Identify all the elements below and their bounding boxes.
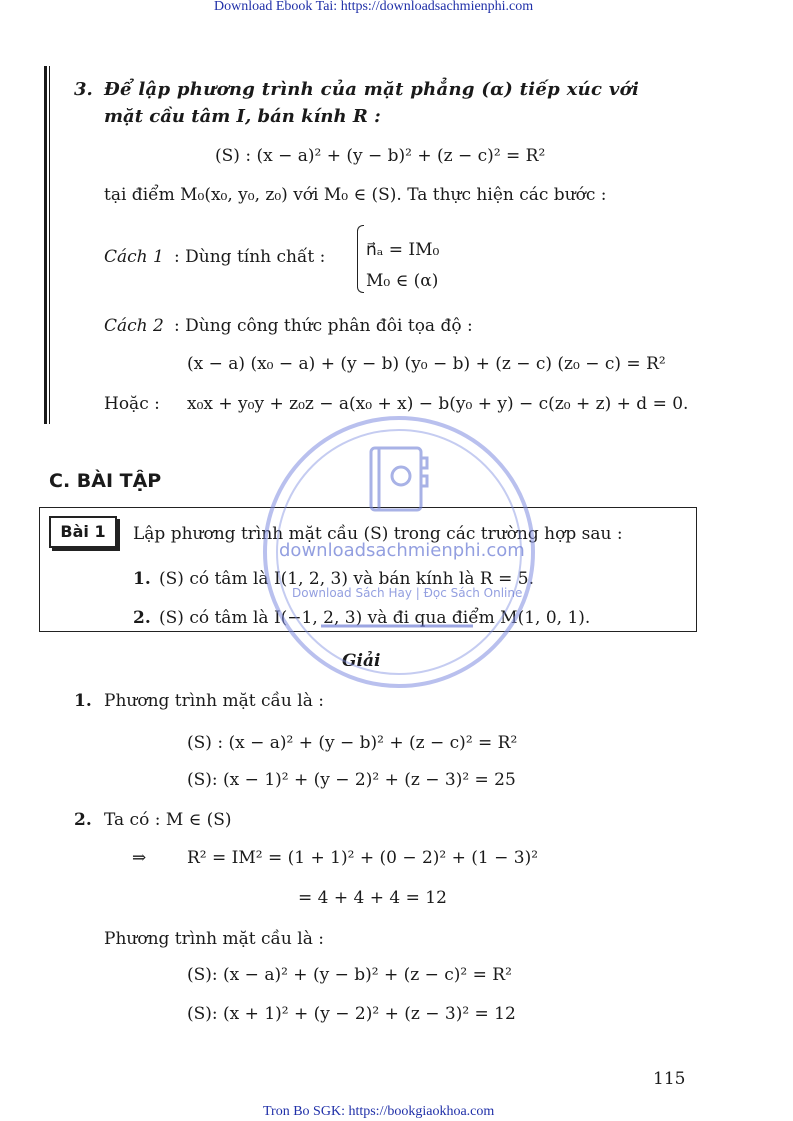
solution-part2-text: Ta có : M ∈ (S) <box>104 810 232 830</box>
exercise-item2: (S) có tâm là I(−1, 2, 3) và đi qua điểm M(1, 0, 1). <box>159 608 591 628</box>
solution-part2-text2: Phương trình mặt cầu là : <box>104 929 324 949</box>
or-label: Hoặc : <box>104 394 160 414</box>
method1-label: Cách 1 <box>104 247 164 267</box>
solution-part2-eq3: (S): (x − a)² + (y − b)² + (z − c)² = R² <box>187 965 512 985</box>
section3-title-line2: mặt cầu tâm I, bán kính R : <box>104 106 381 127</box>
exercise-item1-number: 1. <box>133 569 151 589</box>
page-footer-link[interactable]: Tron Bo SGK: https://bookgiaokhoa.com <box>263 1104 495 1119</box>
method1-condition-1: n⃗ₐ = IM₀ <box>366 240 440 260</box>
page-number: 115 <box>653 1069 686 1089</box>
solution-part1-eq1: (S) : (x − a)² + (y − b)² + (z − c)² = R² <box>187 733 518 753</box>
section3-point-text: tại điểm M₀(x₀, y₀, z₀) với M₀ ∈ (S). Ta thực hiện các bước : <box>104 185 607 205</box>
exercise-item1: (S) có tâm là I(1, 2, 3) và bán kính là R = 5. <box>159 569 534 589</box>
solution-title: Giải <box>342 651 381 671</box>
exercise-badge: Bài 1 <box>49 516 117 548</box>
method2-label: Cách 2 <box>104 316 164 336</box>
exercise-prompt: Lập phương trình mặt cầu (S) trong các trường hợp sau : <box>133 524 623 544</box>
solution-part1-text: Phương trình mặt cầu là : <box>104 691 324 711</box>
solution-part1-number: 1. <box>74 691 92 711</box>
section3-number: 3. <box>74 79 93 100</box>
page-header-link[interactable]: Download Ebook Tai: https://downloadsachmienphi.com <box>214 0 534 14</box>
method2-equation: (x − a) (x₀ − a) + (y − b) (y₀ − b) + (z − c) (z₀ − c) = R² <box>187 354 666 374</box>
method1-condition-2: M₀ ∈ (α) <box>366 271 439 291</box>
implies-arrow: ⇒ <box>132 848 147 868</box>
margin-rule <box>44 66 47 424</box>
condition-brace <box>357 225 364 293</box>
solution-part2-number: 2. <box>74 810 92 830</box>
watermark-tagline: Download Sách Hay | Đọc Sách Online <box>292 586 523 600</box>
watermark-site: downloadsachmienphi.com <box>279 540 525 561</box>
section3-title-line1: Để lập phương trình của mặt phẳng (α) tiếp xúc với <box>104 79 640 100</box>
section3-sphere-equation: (S) : (x − a)² + (y − b)² + (z − c)² = R² <box>215 146 546 166</box>
book-at-icon <box>371 448 427 510</box>
method1-text: : Dùng tính chất : <box>174 247 326 267</box>
solution-part2-eq4: (S): (x + 1)² + (y − 2)² + (z − 3)² = 12 <box>187 1004 516 1024</box>
margin-rule-thin <box>49 66 50 424</box>
exercise-item2-number: 2. <box>133 608 151 628</box>
method2-text: : Dùng công thức phân đôi tọa độ : <box>174 316 473 336</box>
solution-part2-eq1: R² = IM² = (1 + 1)² + (0 − 2)² + (1 − 3)² <box>187 848 539 868</box>
section-c-title: C. BÀI TẬP <box>49 470 162 492</box>
or-equation: x₀x + y₀y + z₀z − a(x₀ + x) − b(y₀ + y) − c(z₀ + z) + d = 0. <box>187 394 689 414</box>
solution-part1-eq2: (S): (x − 1)² + (y − 2)² + (z − 3)² = 25 <box>187 770 516 790</box>
solution-part2-eq2: = 4 + 4 + 4 = 12 <box>298 888 447 908</box>
